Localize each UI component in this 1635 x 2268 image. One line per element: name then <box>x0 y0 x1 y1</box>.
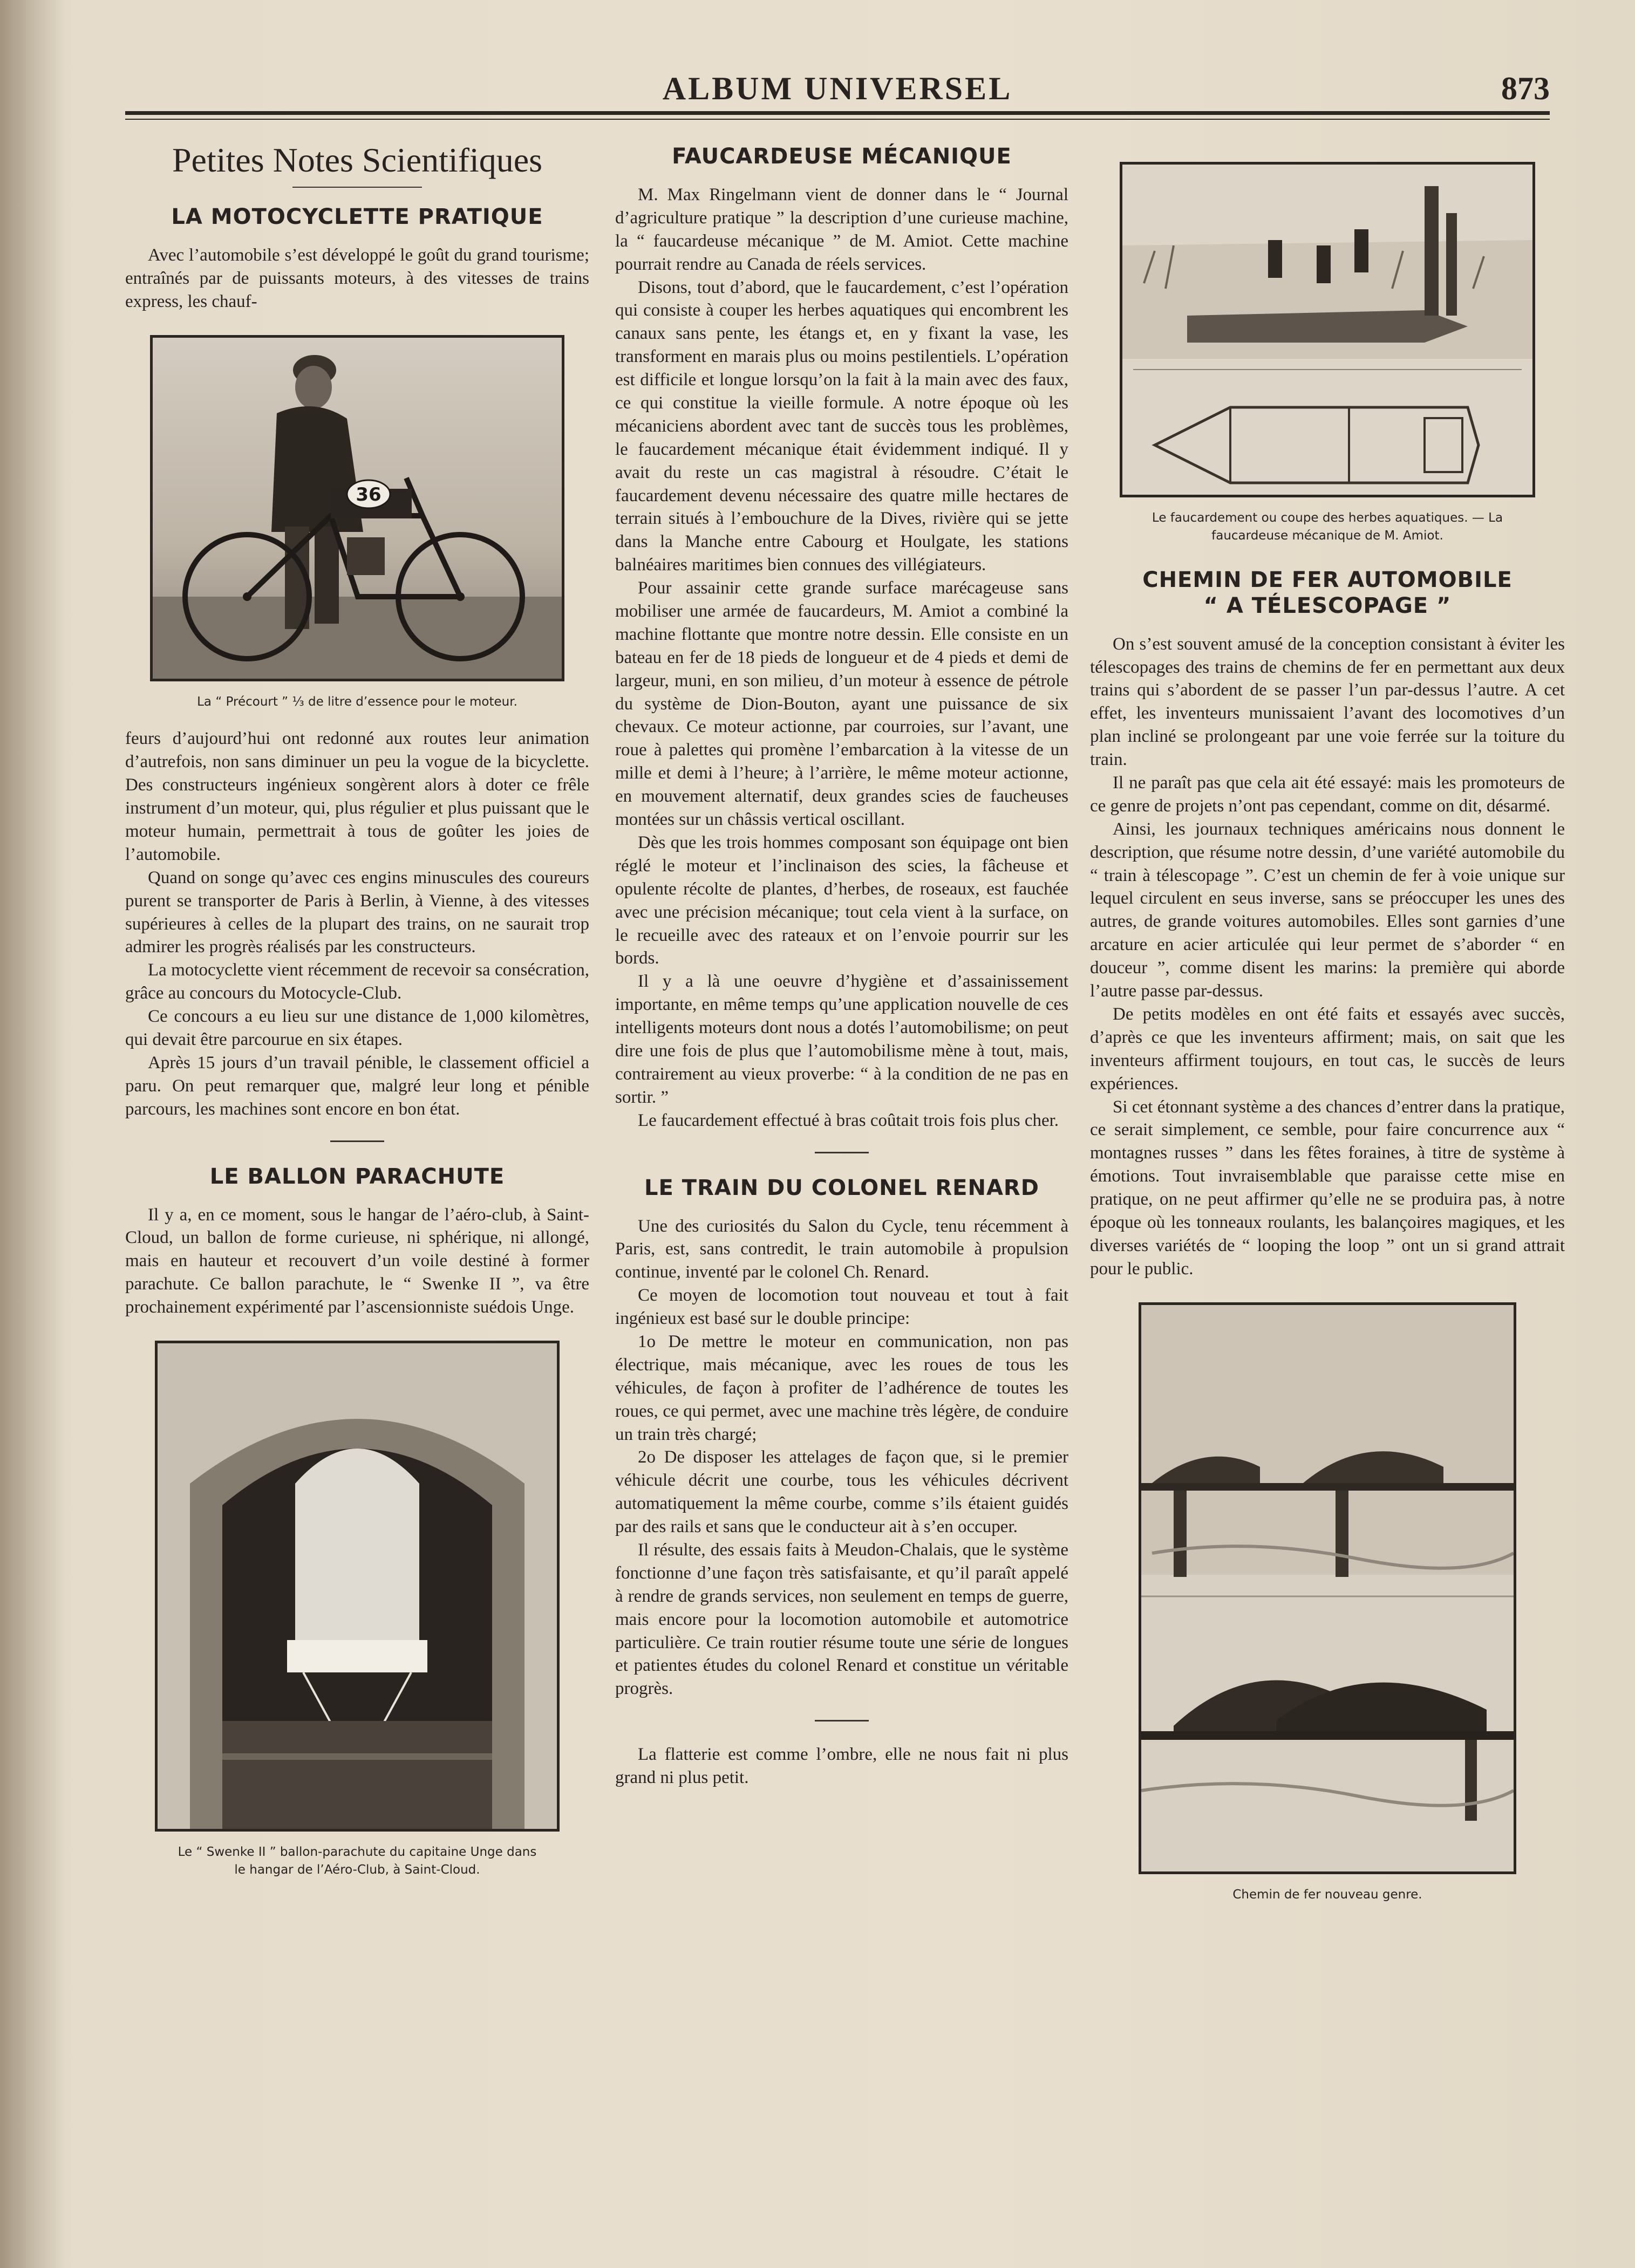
article-title-ballon: LE BALLON PARACHUTE <box>209 1164 505 1189</box>
balloon-caption <box>125 1843 589 1880</box>
faucardeuse-drawing <box>1120 162 1535 497</box>
page-header <box>125 70 1550 113</box>
faucardeuse-caption-line-2: faucardeuse mécanique de M. Amiot. <box>1211 529 1443 543</box>
header-rule-thick <box>125 111 1550 115</box>
publication-title: ALBUM UNIVERSEL <box>662 71 1013 106</box>
article-separator <box>815 1720 869 1722</box>
page-number: 873 <box>1501 71 1550 106</box>
column-middle <box>615 141 1068 1789</box>
motorcycle-caption: La “ Précourt ” ⅓ de litre d’essence pour le moteur. <box>197 695 517 709</box>
moto-paragraph-2: Quand on songe qu’avec ces engins minuscules des coureurs purent se transporter de Paris à Berlin, à Vienne, à des vitesses supérieures à celles de la plupart des trains, on ne saurait trop admirer les progrès réalisés par les constructeurs. <box>125 867 589 957</box>
railway-caption: Chemin de fer nouveau genre. <box>1232 1887 1422 1902</box>
faucardeuse-paragraph-3: Pour assainir cette grande surface marécageuse sans mobiliser une armée de faucardeurs, M. Amiot a combiné la machine flottante que montre notre dessin. Elle consiste en un bateau en fer de 18 pieds de longueur et de 4 pieds et demi de largeur, muni, en son milieu, d’un moteur à essence de pétrole du système de Dion-Bouton, ayant une puissance de six chevaux. Ce moteur actionne, par courroies, sur l’avant, une roue à palettes qui promène l’embarcation à la vitesse de un mille et demi à l’heure; à l’arrière, le même moteur actionne, en mouvement alternatif, deux grandes scies de faucheuses montées sur un châssis vertical oscillant. <box>615 578 1068 830</box>
train-paragraph-4: 2o De disposer les attelages de façon que, si le premier véhicule décrit une courbe, tous les véhicules décrivent automatiquement la même courbe, comme s’ils étaient guidés par des rails et sans que le conducteur ait à s’en occuper. <box>615 1447 1068 1537</box>
chemin-paragraph-1: On s’est souvent amusé de la conception consistant à éviter les télescopages des trains de chemins de fer en permettant aux deux trains qui s’abordent de se passer l’un par-dessus l’autre. A cet effet, les inventeurs munissaient l’avant des locomotives d’un plan incliné se prolongeant par une voie ferrée sur la toiture du train. <box>1090 634 1565 770</box>
header-rule-thin <box>125 119 1550 120</box>
faucardeuse-paragraph-1: M. Max Ringelmann vient de donner dans le “ Journal d’agriculture pratique ” la description d’une curieuse machine, la “ faucardeuse mécanique ” de M. Amiot. Cette machine pourrait rendre au Canada de réels services. <box>615 185 1068 274</box>
moto-intro: Avec l’automobile s’est développé le goût du grand tourisme; entraînés par de puissants moteurs, à des vitesses de trains express, les chauf- <box>125 245 589 312</box>
train-paragraph-3: 1o De mettre le moteur en communication, non pas électrique, mais mécanique, avec les roues de tous les véhicules, de façon à profiter de l’adhérence de toutes les roues, ce qui permet, avec une machine très légère, de conduire un train très chargé; <box>615 1331 1068 1444</box>
faucardeuse-paragraph-4: Dès que les trois hommes composant son équipage ont bien réglé le moteur et l’inclinaison des scies, la fâcheuse et opulente récolte de plantes, d’herbes, de roseaux, est fauchée avec une précision mécanique; tout cela vient à la surface, on le recueille avec des rateaux et on l’envoie pourrir sur les bords. <box>615 832 1068 968</box>
motorcycle-illustration <box>153 338 562 679</box>
column-left <box>125 141 589 1896</box>
chemin-paragraph-5: Si cet étonnant système a des chances d’entrer dans la pratique, ce serait simplement, ce semble, pour faire concurrence aux “ montagnes russes ” dans les fêtes foraines, à titre de système à émotions. Tout invraisemblable que paraisse cette mise en pratique, on ne peut affirmer qu’elle ne se produira pas, à notre époque où les tonneaux roulants, les balançoires magiques, et les diverses variétés de “ looping the loop ” ont un si grand attrait pour le public. <box>1090 1097 1565 1279</box>
chemin-paragraph-2: Il ne paraît pas que cela ait été essayé: mais les promoteurs de ce genre de projets n’ont pas cependant, comme on dit, désarmé. <box>1090 773 1565 816</box>
article-title-motocyclette: LA MOTOCYCLETTE PRATIQUE <box>171 204 543 230</box>
chemin-title-line-1: CHEMIN DE FER AUTOMOBILE <box>1142 567 1513 592</box>
faucardeuse-illustration <box>1122 165 1532 495</box>
column-right <box>1090 141 1565 1920</box>
faucardeuse-paragraph-5: Il y a là une oeuvre d’hygiène et d’assainissement importante, en même temps qu’une application nouvelle de ces intelligents moteurs dont nous a dotés l’automobilisme; on peut dire une fois de plus que l’automobilisme mène à tout, mais, contrairement au vieux proverbe: “ à la condition de ne pas en sortir. ” <box>615 972 1068 1107</box>
faucardeuse-caption-line-1: Le faucardement ou coupe des herbes aquatiques. — La <box>1152 511 1503 525</box>
faucardeuse-paragraph-2: Disons, tout d’abord, que le faucardement, c’est l’opération qui consiste à couper les herbes aquatiques qui encombrent les canaux sans pente, les étangs et, en y fixant la vase, les transforment en marais plus ou moins pestilentiels. L’opération est difficile et longue lorsqu’on la fait à la main avec des faux, ce qui constitue la vieille formule. A notre époque où les mécaniciens abordent avec tant de succès tous les problèmes, le faucardement mécanique était évidemment indiqué. Il y avait du reste un cas magistral à résoudre. C’était le faucardement devenu nécessaire des quatre mille hectares de terrain situés à l’embouchure de la Dives, rivière qui se jette dans la Manche entre Cabourg et Houlgate, les stations balnéaires maritimes bien connues des villégiateurs. <box>615 277 1068 575</box>
chemin-paragraph-4: De petits modèles en ont été faits et essayés avec succès, d’après ce que les inventeurs affirment; mais, on sait que les inventeurs affirment toujours, en tout cas, le succès de leurs expériences. <box>1090 1004 1565 1094</box>
balloon-photo <box>155 1341 560 1832</box>
train-paragraph-1: Une des curiosités du Salon du Cycle, tenu récemment à Paris, est, sans contredit, le train automobile à propulsion continue, inventé par le colonel Ch. Renard. <box>615 1216 1068 1282</box>
article-title-chemin-de-fer <box>1090 567 1565 619</box>
ballon-paragraph: Il y a, en ce moment, sous le hangar de l’aéro-club, à Saint-Cloud, un ballon de forme curieuse, ni sphérique, ni allongé, mais en hauteur et recouvert d’un voile destiné à former parachute. Ce ballon parachute, le “ Swenke II ”, va être prochainement expérimenté par l’ascensionniste suédois Unge. <box>125 1205 589 1317</box>
faucardeuse-caption <box>1090 509 1565 545</box>
railway-photo <box>1139 1302 1516 1874</box>
section-title-underline <box>292 187 422 188</box>
chemin-title-line-2: “ A TÉLESCOPAGE ” <box>1203 593 1452 618</box>
faucardeuse-paragraph-6: Le faucardement effectué à bras coûtait trois fois plus cher. <box>638 1110 1059 1130</box>
train-paragraph-2: Ce moyen de locomotion tout nouveau et tout à fait ingénieux est basé sur le double principe: <box>615 1286 1068 1329</box>
balloon-caption-line-2: le hangar de l’Aéro-Club, à Saint-Cloud. <box>234 1863 480 1877</box>
railway-illustration <box>1141 1305 1514 1871</box>
article-title-faucardeuse: FAUCARDEUSE MÉCANIQUE <box>672 144 1012 169</box>
balloon-hangar-illustration <box>158 1343 557 1829</box>
moto-paragraph-5: Après 15 jours d’un travail pénible, le classement officiel a paru. On peut remarquer que, malgré leur long et pénible parcours, les machines sont encore en bon état. <box>125 1053 589 1119</box>
binding-shadow <box>0 0 65 2268</box>
moto-paragraph-1: feurs d’aujourd’hui ont redonné aux routes leur animation d’autrefois, non sans diminuer un peu la vogue de la bicyclette. Des constructeurs ingénieux songèrent alors à doter ce frêle instrument d’un moteur, qui, plus régulier et plus puissant que le moteur humain, permettrait à tous de goûter les joies de l’automobile. <box>125 729 589 864</box>
chemin-paragraph-3: Ainsi, les journaux techniques américains nous donnent le description, que résume notre dessin, d’une variété automobile du “ train à télescopage ”. C’est un chemin de fer à voie unique sur lequel circulent en seus inverse, sans se préoccuper les unes des autres, de grande voitures automobiles. Elles sont garnies d’une arcature en acier articulée qui leur permet de s’aborder “ en douceur ”, comme disent les marins: la première qui aborde l’autre passe par-dessus. <box>1090 819 1565 1001</box>
article-separator <box>815 1152 869 1153</box>
motorcycle-photo <box>150 335 564 681</box>
article-separator <box>330 1140 384 1142</box>
article-title-train-renard: LE TRAIN DU COLONEL RENARD <box>644 1175 1039 1200</box>
closing-maxim: La flatterie est comme l’ombre, elle ne nous fait ni plus grand ni plus petit. <box>615 1745 1068 1788</box>
balloon-caption-line-1: Le “ Swenke II ” ballon-parachute du capitaine Unge dans <box>178 1845 537 1859</box>
train-paragraph-5: Il résulte, des essais faits à Meudon-Chalais, que le système fonctionne d’une façon très satisfaisante, et qu’il paraît appelé à rendre de grands services, non seulement en temps de guerre, mais encore pour la locomotion automobile et automotrice particulière. Ce train routier résume toute une série de longues et patientes études du colonel Renard et constitue un véritable progrès. <box>615 1540 1068 1699</box>
section-title: Petites Notes Scientifiques <box>172 141 543 179</box>
moto-paragraph-4: Ce concours a eu lieu sur une distance de 1,000 kilomètres, qui devait être parcourue en six étapes. <box>125 1007 589 1049</box>
race-number: 36 <box>356 484 382 506</box>
moto-paragraph-3: La motocyclette vient récemment de recevoir sa consécration, grâce au concours du Motocycle-Club. <box>125 960 589 1003</box>
